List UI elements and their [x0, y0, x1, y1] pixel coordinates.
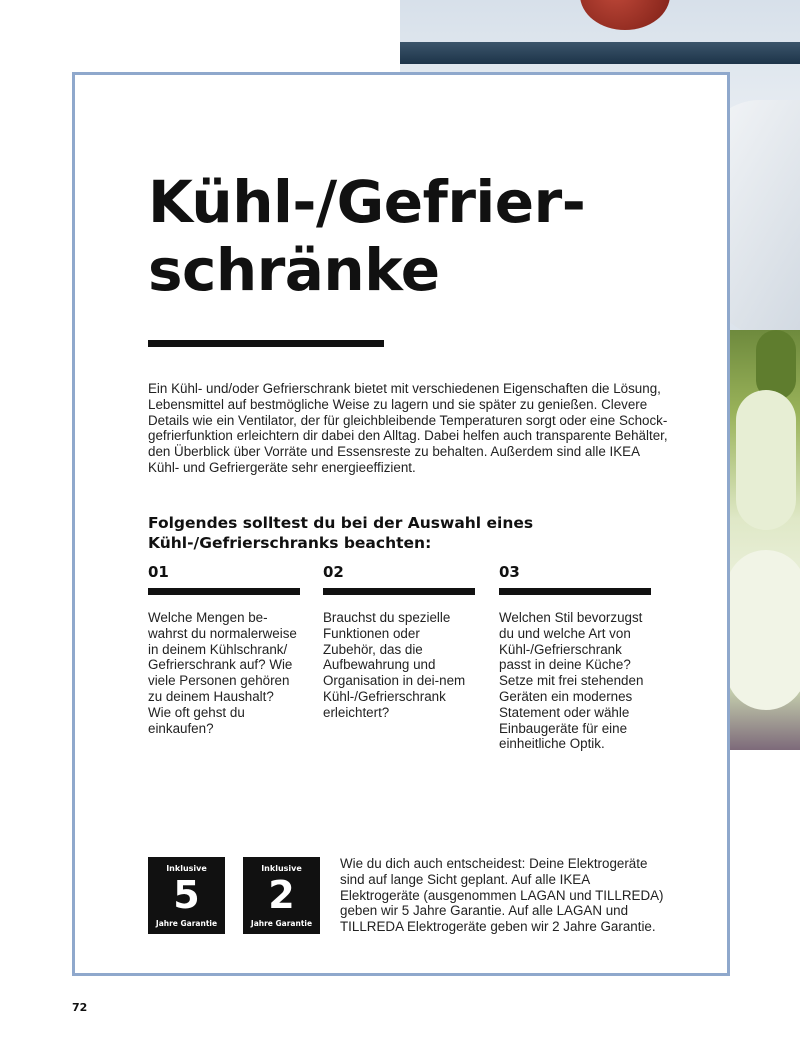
tip-divider: [323, 588, 475, 595]
vegetables-photo: [726, 330, 800, 750]
tip-divider: [148, 588, 300, 595]
tip-divider: [499, 588, 651, 595]
fridge-shelf-image: [400, 42, 800, 64]
tip-number: 01: [148, 563, 169, 581]
title-line: schränke: [148, 236, 440, 304]
vegetable-bulb-shape: [726, 550, 800, 710]
tip-number: 02: [323, 563, 344, 581]
badge-top-label: Inklusive: [166, 864, 207, 873]
tip-number: 03: [499, 563, 520, 581]
badge-top-label: Inklusive: [261, 864, 302, 873]
badge-bottom-label: Jahre Garantie: [155, 919, 218, 928]
badge-number: 5: [173, 873, 200, 917]
tip-text: Brauchst du spezielle Funktionen oder Zubehör, das die Aufbewahrung und Organisation in dei-nem Kühl-/Gefrierschrank erleichtert?: [323, 610, 466, 720]
tip-column: [148, 562, 300, 736]
guarantee-badge-5: [148, 857, 225, 934]
tip-column: [499, 562, 651, 752]
tip-text: Welche Mengen be-wahrst du normalerweise in deinem Kühlschrank/ Gefrierschrank auf? Wie viele Personen gehören zu deinem Haushalt? Wie oft gehst du einkaufen?: [148, 610, 297, 736]
guarantee-text: Wie du dich auch entscheidest: Deine Elektrogeräte sind auf lange Sicht geplant. Auf alle IKEA Elektrogeräte (ausgenommen LAGAN und TILLREDA) geben wir 5 Jahre Garantie. Auf alle LAGAN und TILLREDA Elektrogeräte geben wir 2 Jahre Garantie.: [340, 856, 664, 935]
page-number: 72: [72, 1001, 88, 1014]
title-underline: [148, 340, 384, 347]
vegetable-bulb-shape: [736, 390, 796, 530]
badge-number: 2: [268, 873, 295, 917]
guarantee-badge-2: [243, 857, 320, 934]
page-title: [148, 168, 708, 304]
apple-image: [580, 0, 670, 30]
section-heading: Folgendes solltest du bei der Auswahl eines Kühl-/Gefrierschranks beachten:: [148, 514, 534, 552]
badge-bottom-label: Jahre Garantie: [250, 919, 313, 928]
tip-text: Welchen Stil bevorzugst du und welche Art von Kühl-/Gefrierschrank passt in deine Küche? Setze mit frei stehenden Geräten ein modernes Statement oder wähle Einbaugeräte für eine einheitliche Optik.: [499, 610, 644, 752]
title-line: Kühl-/Gefrier-: [148, 168, 586, 236]
tip-column: [323, 562, 475, 721]
intro-paragraph: Ein Kühl- und/oder Gefrierschrank bietet mit verschiedenen Eigenschaften die Lösung, Lebensmittel auf bestmögliche Weise zu lagern und sie später zu genießen. Clevere Details wie ein Ventilator, der für gleichbleibende Temperaturen sorgt oder eine Schock-gefrierfunktion erleichtern dir dabei den Alltag. Dabei helfen auch transparente Behälter, den Überblick über Vorräte und Essensreste zu behalten. Außerdem sind alle IKEA Kühl- und Gefriergeräte sehr energieeffizient.: [148, 381, 668, 475]
